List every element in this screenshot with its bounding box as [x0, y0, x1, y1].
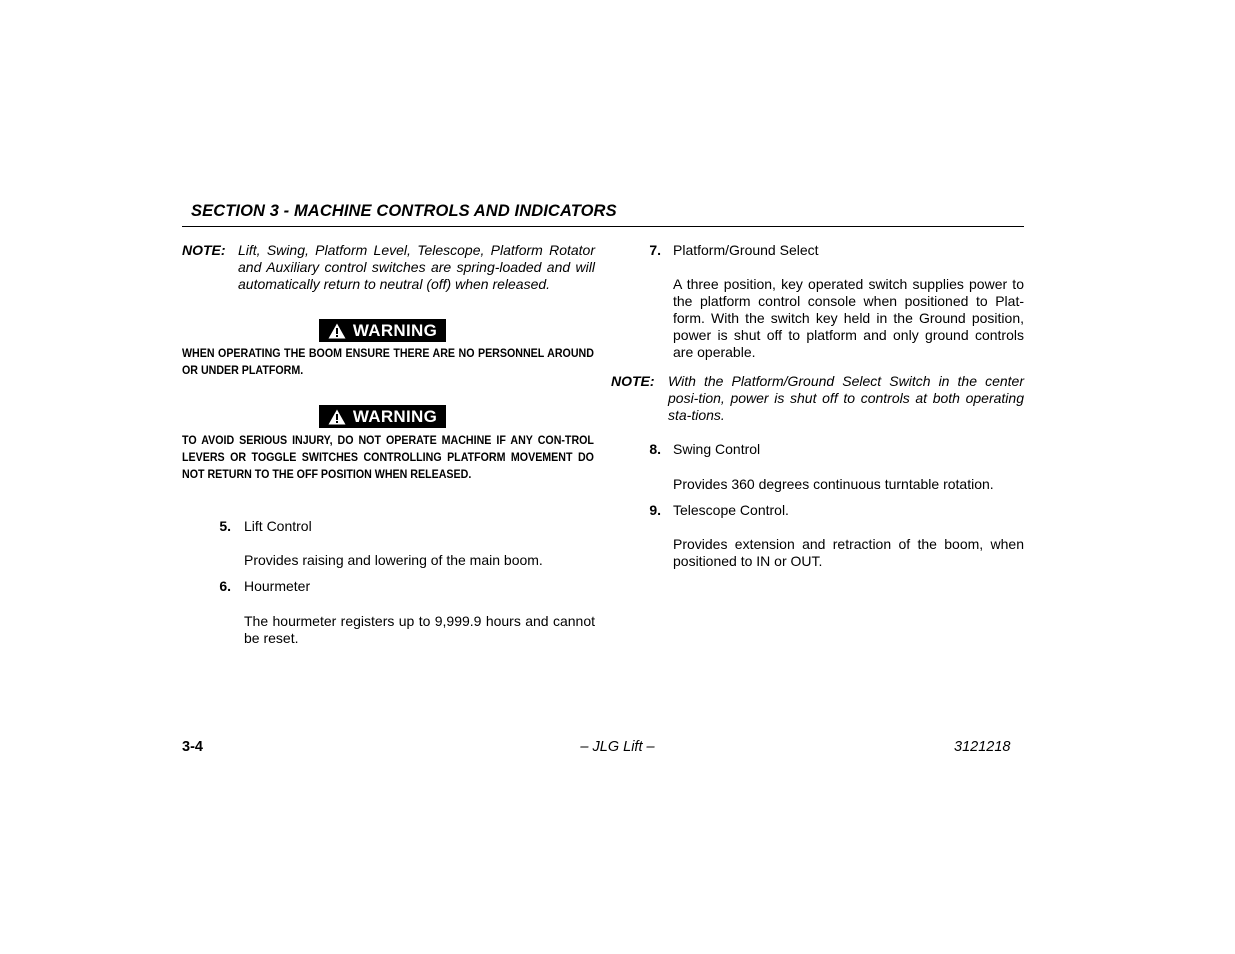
item-title-swing-control: Swing Control: [673, 441, 761, 457]
warning-badge-2: [319, 405, 446, 428]
note-label-right: NOTE:: [611, 373, 655, 389]
warning-badge-label-1: WARNING: [352, 320, 438, 340]
warning-badge-label-2: WARNING: [352, 406, 438, 426]
item-number-8: 8.: [649, 441, 661, 457]
note-text-right: With the Platform/Ground Select Switch in the center posi-tion, power is shut off to controls at both operating sta-tions.: [668, 373, 1024, 423]
warning-badge-1: [319, 319, 446, 342]
note-label-left: NOTE:: [182, 242, 226, 258]
section-title: SECTION 3 - MACHINE CONTROLS AND INDICATORS: [191, 202, 617, 220]
item-desc-lift-control: Provides raising and lowering of the main boom.: [244, 552, 543, 568]
warning-text-1: WHEN OPERATING THE BOOM ENSURE THERE ARE NO PERSONNEL AROUND OR UNDER PLATFORM.: [182, 346, 594, 377]
item-title-lift-control: Lift Control: [244, 518, 312, 534]
footer-brand: – JLG Lift –: [580, 739, 655, 755]
item-number-5: 5.: [219, 518, 231, 534]
item-desc-telescope-control: Provides extension and retraction of the boom, when positioned to IN or OUT.: [673, 536, 1024, 569]
item-number-6: 6.: [219, 578, 231, 594]
item-number-7: 7.: [649, 242, 661, 258]
doc-number: 3121218: [954, 739, 1011, 755]
item-desc-swing-control: Provides 360 degrees continuous turntable rotation.: [673, 476, 994, 492]
warning-text-2: TO AVOID SERIOUS INJURY, DO NOT OPERATE MACHINE IF ANY CON-TROL LEVERS OR TOGGLE SWITCHES CONTROLLING PLATFORM MOVEMENT DO NOT RETURN TO THE OFF POSITION WHEN RELEASED.: [182, 433, 594, 481]
warning-triangle-icon: [328, 323, 346, 339]
warning-triangle-icon: [328, 409, 346, 425]
item-title-platform-ground-select: Platform/Ground Select: [673, 242, 819, 258]
item-desc-platform-ground-select: A three position, key operated switch supplies power to the platform control console when positioned to Plat-form. With the switch key held in the Ground position, power is shut off to platform and only ground controls are operable.: [673, 276, 1024, 360]
header-rule: [182, 226, 1024, 227]
item-desc-hourmeter: The hourmeter registers up to 9,999.9 hours and cannot be reset.: [244, 613, 595, 646]
item-title-hourmeter: Hourmeter: [244, 578, 311, 594]
item-title-telescope-control: Telescope Control.: [673, 502, 789, 518]
item-number-9: 9.: [649, 502, 661, 518]
note-text-left: Lift, Swing, Platform Level, Telescope, Platform Rotator and Auxiliary control switches are spring-loaded and will automatically return to neutral (off) when released.: [238, 242, 595, 292]
page-number: 3-4: [182, 739, 203, 755]
